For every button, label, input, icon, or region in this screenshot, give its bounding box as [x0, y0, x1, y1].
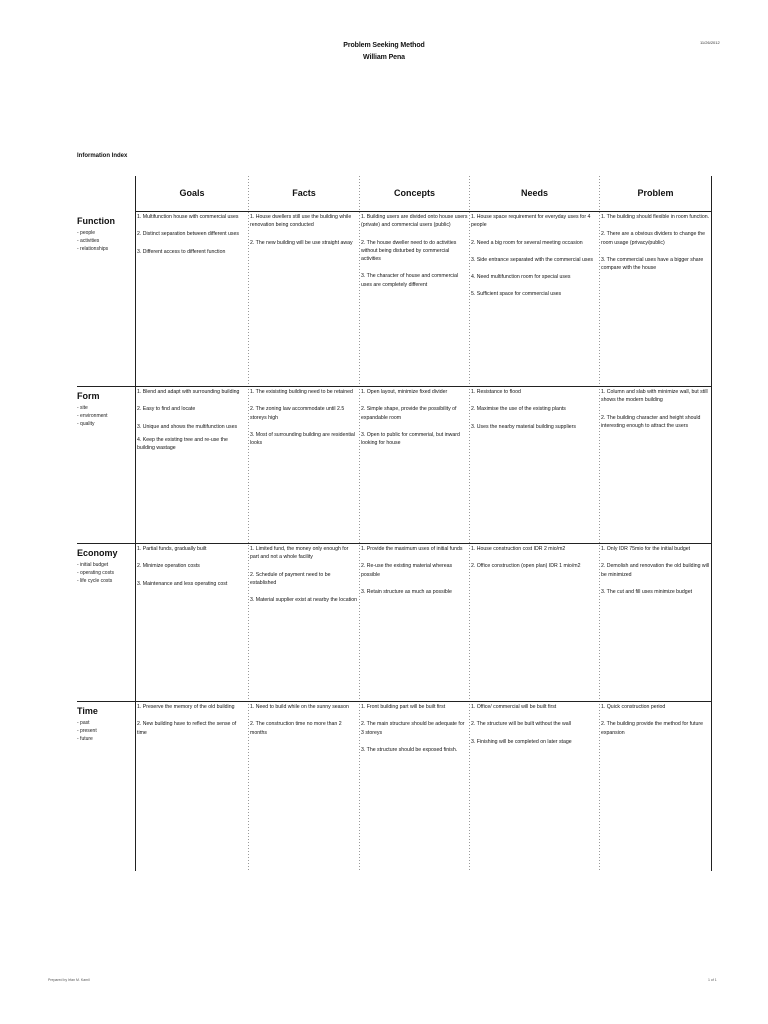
- cell-item: 1. Quick construction period: [601, 704, 666, 710]
- cell-item: 2. There are a obvious dividers to change the room usage (privacy/public): [601, 231, 706, 246]
- grid-line-header: [135, 211, 712, 212]
- grid-line-left: [135, 176, 136, 871]
- cell-item: 2. Distinct separation between different uses: [137, 231, 239, 238]
- row-sub: - environment: [77, 413, 108, 419]
- cell-item: 2. Demolish and renovation the old building will be minimized: [601, 563, 710, 578]
- cell-item: 1. Partial funds, gradually built: [137, 546, 207, 552]
- cell-item: 2. Maximise the use of the existing plants: [471, 406, 566, 413]
- cell-item: 2. The main structure should be adequate for 3 storeys: [361, 721, 465, 736]
- cell-item: 3. The character of house and commercial uses are completely different: [361, 273, 459, 288]
- cell-time-needs: [471, 703, 598, 755]
- row-header-time: [77, 705, 133, 743]
- cell-function-concepts: [361, 213, 468, 298]
- cell-economy-needs: [471, 545, 598, 580]
- cell-form-concepts: [361, 388, 468, 456]
- cell-time-goals: [137, 703, 247, 746]
- cell-item: 2. Office construction (open plan) IDR 1 mio/m2: [471, 563, 581, 570]
- row-header-form: [77, 390, 133, 428]
- column-header-needs: Needs: [520, 188, 548, 198]
- cell-item: 2. Schedule of payment need to be established: [250, 571, 331, 586]
- row-sub: - life cycle costs: [77, 578, 113, 584]
- cell-item: 2. Easy to find and locate: [137, 406, 196, 413]
- row-header-function: [77, 215, 133, 253]
- cell-item: 2. The construction time no more than 2 months: [250, 721, 342, 736]
- cell-item: 2. Need a big room for several meeting occasion: [471, 239, 583, 246]
- column-header-facts: Facts: [292, 188, 316, 198]
- row-sub: - past: [77, 720, 90, 726]
- cell-function-goals: [137, 213, 247, 265]
- cell-function-needs: [471, 213, 598, 308]
- column-header-problem: Problem: [637, 188, 674, 198]
- cell-form-problem: [601, 388, 710, 439]
- cell-item: 1. House dwellers still use the building while renovation being conducted: [250, 214, 352, 229]
- row-sub: - people: [77, 230, 96, 236]
- cell-item: 1. Multifunction house with commercial uses: [137, 214, 239, 220]
- section-label: Information Index: [77, 153, 128, 159]
- footer-page-number: 1 of 1: [708, 978, 717, 982]
- cell-time-concepts: [361, 703, 468, 763]
- cell-item: 1. Need to build while on the sunny season: [250, 704, 349, 710]
- cell-item: 3. Material supplier exist at nearby the location: [250, 597, 357, 604]
- cell-item: 3. Different access to different function: [137, 248, 226, 255]
- cell-item: 3. Uses the nearby material building suppliers: [471, 423, 576, 430]
- cell-item: 2. Re-use the existing material whereas possible: [361, 563, 453, 578]
- cell-item: 4. Keep the existing tree and re-use the building wastage: [137, 436, 228, 452]
- row-sub: - future: [77, 736, 93, 742]
- cell-form-goals: [137, 388, 247, 461]
- cell-item: 2. The zoning law accommodate until 2.5 storeys high: [250, 406, 345, 421]
- cell-item: 1. Provide the maximum uses of initial funds: [361, 546, 463, 552]
- cell-item: 3. Finishing will be completed on later stage: [471, 738, 572, 745]
- cell-item: 3. The cut and fill uses minimize budget: [601, 588, 693, 595]
- row-sub: - site: [77, 405, 88, 411]
- cell-item: 1. Column and slab with minimize wall, but still shows the modern building: [601, 389, 708, 404]
- cell-item: 2. The new building will be use straight away: [250, 239, 353, 246]
- cell-item: 1. Limited fund, the money only enough for part and not a whole facility: [250, 546, 349, 561]
- cell-item: 5. Sufficient space for commercial uses: [471, 291, 562, 298]
- cell-item: 1. The building should flexible in room function.: [601, 214, 710, 220]
- row-sub: - present: [77, 728, 97, 734]
- row-sub: - initial budget: [77, 562, 109, 568]
- grid-line-col4: [469, 176, 470, 871]
- cell-item: 2. The structure will be built without the wall: [471, 721, 571, 728]
- row-title: Time: [77, 706, 98, 716]
- cell-item: 2. Simple shape, provide the possibility of expandable room: [361, 406, 457, 421]
- cell-item: 3. Most of surrounding building are residential looks: [250, 431, 355, 447]
- cell-item: 1. Front building part will be built first: [361, 704, 446, 710]
- cell-item: 2. Minimize operation costs: [137, 563, 200, 570]
- cell-time-problem: [601, 703, 710, 746]
- cell-item: 1. Resistance to flood: [471, 389, 521, 395]
- document-author: William Pena: [363, 54, 405, 61]
- grid-line-row2: [77, 386, 712, 387]
- cell-item: 1. Preserve the memory of the old building: [137, 704, 235, 710]
- grid-line-right: [711, 176, 712, 871]
- cell-economy-concepts: [361, 545, 468, 605]
- cell-item: 2. New building have to reflect the sense of time: [137, 721, 237, 736]
- grid-line-col2: [248, 176, 249, 871]
- cell-economy-goals: [137, 545, 247, 597]
- cell-item: 4. Need multifunction room for special uses: [471, 274, 571, 281]
- cell-item: 3. Open to public for commerial, but inward looking for house: [361, 431, 460, 447]
- cell-item: 1. Building users are divided onto house users (private) and commercial users (public): [361, 214, 468, 229]
- grid-line-col3: [359, 176, 360, 871]
- column-header-goals: Goals: [179, 188, 205, 198]
- cell-item: 3. The structure should be exposed finish.: [361, 746, 458, 753]
- cell-item: 1. Office/ commercial will be built first: [471, 704, 557, 710]
- grid-line-col5: [599, 176, 600, 871]
- cell-time-facts: [250, 703, 358, 746]
- cell-item: 2. The building character and height should interesting enough to attract the users: [601, 414, 701, 429]
- cell-item: 1. Blend and adapt with surrounding building: [137, 389, 240, 395]
- row-title: Function: [77, 216, 115, 226]
- cell-item: 1. House space requirement for everyday uses for 4 people: [471, 214, 591, 229]
- grid-line-row3: [77, 543, 712, 544]
- cell-item: 3. Retain structure as much as possible: [361, 588, 452, 595]
- row-sub: - relationships: [77, 246, 109, 252]
- row-title: Economy: [77, 548, 118, 558]
- row-sub: - activities: [77, 238, 100, 244]
- cell-item: 1. Only IDR 75mio for the initial budget: [601, 546, 691, 552]
- column-header-concepts: Concepts: [393, 188, 435, 198]
- row-sub: - operating costs: [77, 570, 114, 576]
- footer-prepared-by: Prepared by Irfan M. Kamil: [48, 978, 90, 982]
- cell-item: 1. Open layout, minimize fixed divider: [361, 389, 448, 395]
- cell-item: 2. The building provide the method for future expansion: [601, 721, 703, 736]
- document-title: Problem Seeking Method: [343, 42, 425, 49]
- cell-item: 3. Unique and shows the multifunction uses: [137, 423, 238, 430]
- cell-item: 2. The house dweller need to do activities without being disturbed by commercial activities: [361, 239, 457, 263]
- row-title: Form: [77, 391, 100, 401]
- cell-function-problem: [601, 213, 710, 281]
- cell-item: 3. The commercial uses have a bigger share compare with the house: [601, 256, 704, 272]
- page-date: 11/26/2012: [700, 40, 720, 45]
- cell-economy-facts: [250, 545, 358, 613]
- cell-item: 1. House construction cost IDR 2 mio/m2: [471, 546, 566, 552]
- grid-line-row4: [77, 701, 712, 702]
- row-sub: - quality: [77, 421, 95, 427]
- cell-form-needs: [471, 388, 598, 440]
- row-header-economy: [77, 547, 133, 585]
- cell-form-facts: [250, 388, 358, 456]
- cell-function-facts: [250, 213, 358, 256]
- cell-item: 3. Side entrance separated with the commercial uses: [471, 256, 593, 263]
- cell-item: 1. The exisisting building need to be retained: [250, 389, 353, 395]
- cell-economy-problem: [601, 545, 710, 605]
- cell-item: 3. Maintenance and less operating cost: [137, 580, 228, 587]
